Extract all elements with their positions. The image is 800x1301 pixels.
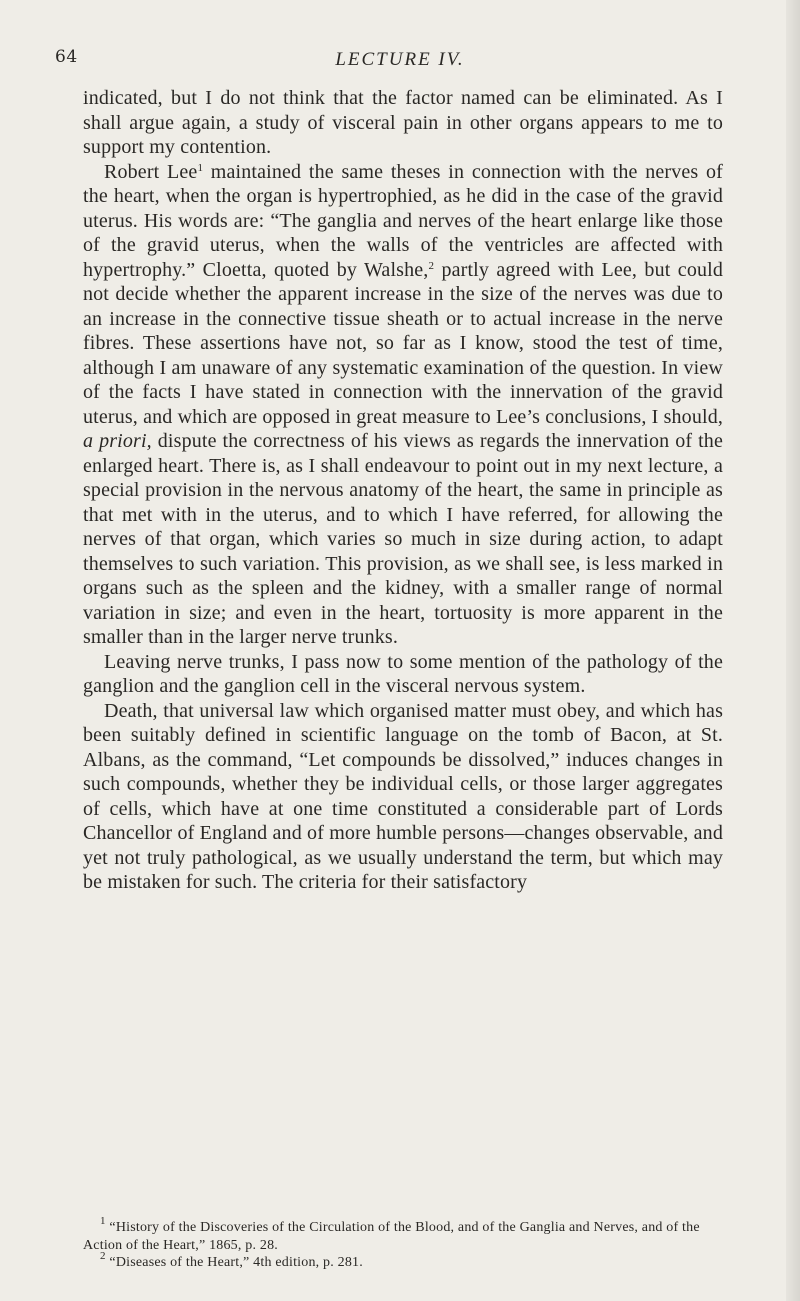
running-head: LECTURE IV.: [335, 49, 465, 70]
paragraph: [83, 160, 723, 650]
page-number: 64: [55, 47, 78, 67]
text-run: indicated, but I do not think that the factor named can be eliminated. As I shall argue again, a study of visceral pain in other organs appears to me to support my contention.: [83, 87, 723, 158]
text-run: Death, that universal law which organised matter must obey, and which has been suitably defined in scientific language on the tomb of Bacon, at St. Albans, as the command, “Let compounds be dissolved,” induces changes in such compounds, whether they be individual cells, or those larger aggregates of cells, which have at one time constituted a considerable part of Lords Chancellor of England and of more humble persons—changes observable, and yet not truly pathological, as we usually understand the term, but which may be mistaken for such. The criteria for their satisfactory: [83, 699, 723, 893]
footnote-mark: 1: [100, 1215, 106, 1227]
footnote-ref: 1: [197, 161, 204, 174]
text-run: dispute the correctness of his views as regards the innervation of the enlarged heart. There is, as I shall endeavour to point out in my next lecture, a special provision in the nervous anatomy of the heart, the same in principle as that met with in the uterus, and to which I have referred, for allowing the nerves of that organ, which varies so much in size during action, to adapt themselves to such variation. This provision, as we shall see, is less marked in organs such as the spleen and the kidney, with a smaller range of normal variation in size; and even in the heart, tortuosity is more apparent in the smaller than in the larger nerve trunks.: [83, 430, 723, 648]
page-edge-shadow: [786, 0, 800, 1301]
paragraph: [83, 650, 723, 699]
body-text: [83, 86, 723, 895]
paragraph: [83, 86, 723, 160]
footnote-ref: 2: [428, 259, 435, 272]
text-run: partly agreed with Lee, but could not decide whether the apparent increase in the size of the nerves was due to an increase in the connective tissue sheath or to actual increase in the nerve fibres. These assertions have not, so far as I know, stood the test of time, although I am unaware of any systematic examination of the question. In view of the facts I have stated in connection with the innervation of the gravid uterus, and which are opposed in great measure to Lee’s conclusions, I should,: [83, 258, 723, 428]
footnote: [83, 1215, 723, 1254]
text-run: maintained the same theses in connection with the nerves of the heart, when the organ is hypertrophied, as he did in the case of the gravid uterus. His words are: “The ganglia and nerves of the heart enlarge like those of the gravid uterus, when the walls of the ventricles are affected with hypertrophy.” Cloetta, quoted by Walshe,: [83, 160, 723, 281]
text-run: Leaving nerve trunks, I pass now to some mention of the pathology of the ganglion and the ganglion cell in the visceral nervous system.: [83, 650, 723, 697]
footnote: [83, 1250, 723, 1272]
footnote-mark: 2: [100, 1250, 106, 1262]
text-run: Robert Lee: [104, 160, 198, 183]
footnotes: [83, 1215, 723, 1272]
paragraph: [83, 699, 723, 895]
italic-text: a priori,: [83, 430, 152, 452]
footnote-text: “History of the Discoveries of the Circulation of the Blood, and of the Ganglia and Nerves, and of the Action of the Heart,” 1865, p. 28.: [83, 1220, 700, 1253]
footnote-text: “Diseases of the Heart,” 4th edition, p. 281.: [109, 1255, 363, 1270]
page-header: [55, 47, 745, 77]
